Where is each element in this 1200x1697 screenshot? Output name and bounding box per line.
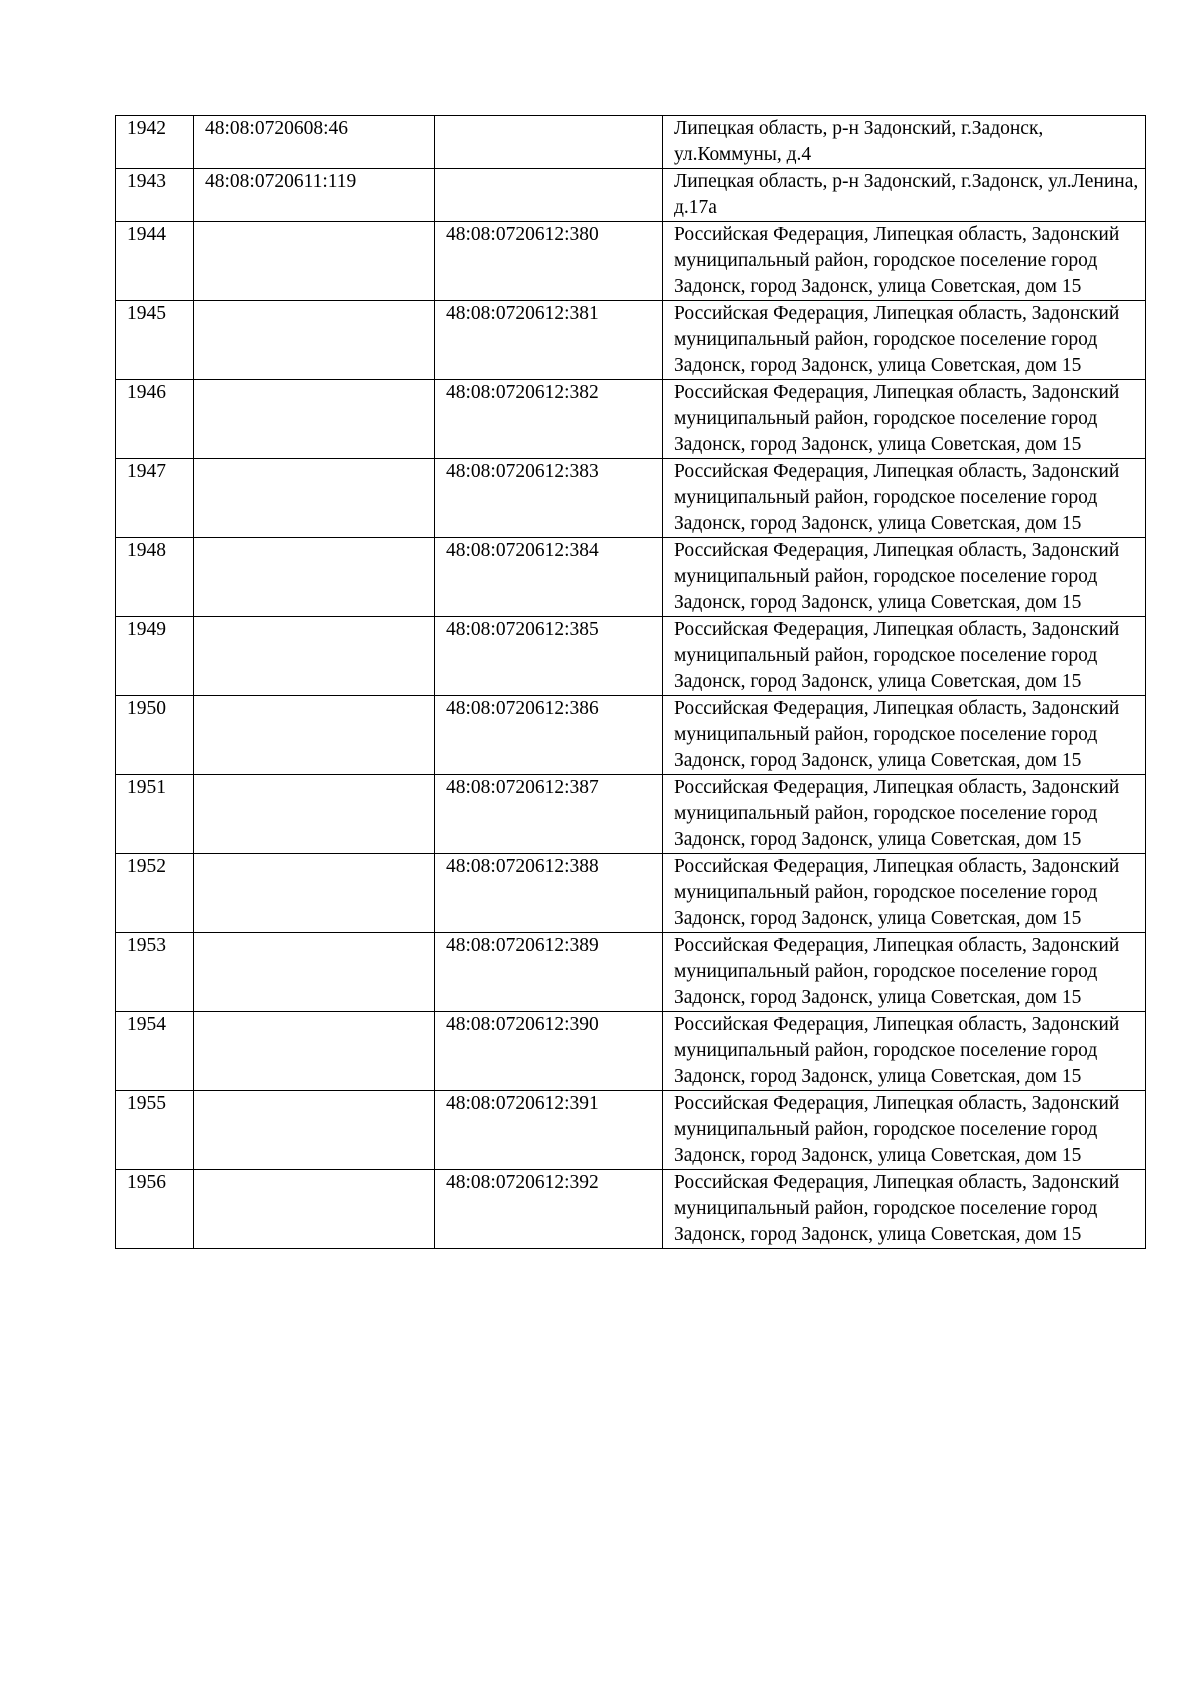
row-number: 1943 bbox=[116, 169, 194, 222]
table-row bbox=[116, 222, 1146, 301]
cadastral-number bbox=[194, 775, 435, 854]
address: Российская Федерация, Липецкая область, Задонский муниципальный район, городское поселение город Задонск, город Задонск, улица Советская, дом 15 bbox=[663, 538, 1146, 617]
object-cadastral-number: 48:08:0720612:383 bbox=[435, 459, 663, 538]
row-number: 1942 bbox=[116, 116, 194, 169]
table-row bbox=[116, 854, 1146, 933]
object-cadastral-number: 48:08:0720612:385 bbox=[435, 617, 663, 696]
table-row bbox=[116, 696, 1146, 775]
table-row bbox=[116, 933, 1146, 1012]
cadastral-number bbox=[194, 854, 435, 933]
address: Российская Федерация, Липецкая область, Задонский муниципальный район, городское поселение город Задонск, город Задонск, улица Советская, дом 15 bbox=[663, 933, 1146, 1012]
address: Российская Федерация, Липецкая область, Задонский муниципальный район, городское поселение город Задонск, город Задонск, улица Советская, дом 15 bbox=[663, 617, 1146, 696]
cadastral-number bbox=[194, 380, 435, 459]
row-number: 1951 bbox=[116, 775, 194, 854]
table-row bbox=[116, 301, 1146, 380]
row-number: 1946 bbox=[116, 380, 194, 459]
address: Российская Федерация, Липецкая область, Задонский муниципальный район, городское поселение город Задонск, город Задонск, улица Советская, дом 15 bbox=[663, 775, 1146, 854]
cadastral-number bbox=[194, 301, 435, 380]
row-number: 1944 bbox=[116, 222, 194, 301]
object-cadastral-number: 48:08:0720612:392 bbox=[435, 1170, 663, 1249]
table-row bbox=[116, 775, 1146, 854]
table-row bbox=[116, 459, 1146, 538]
row-number: 1949 bbox=[116, 617, 194, 696]
row-number: 1954 bbox=[116, 1012, 194, 1091]
cadastral-number bbox=[194, 696, 435, 775]
cadastral-number: 48:08:0720608:46 bbox=[194, 116, 435, 169]
address: Липецкая область, р-н Задонский, г.Задонск, ул.Коммуны, д.4 bbox=[663, 116, 1146, 169]
object-cadastral-number: 48:08:0720612:390 bbox=[435, 1012, 663, 1091]
address: Российская Федерация, Липецкая область, Задонский муниципальный район, городское поселение город Задонск, город Задонск, улица Советская, дом 15 bbox=[663, 696, 1146, 775]
object-cadastral-number: 48:08:0720612:388 bbox=[435, 854, 663, 933]
address: Российская Федерация, Липецкая область, Задонский муниципальный район, городское поселение город Задонск, город Задонск, улица Советская, дом 15 bbox=[663, 1170, 1146, 1249]
cadastral-number bbox=[194, 1091, 435, 1170]
address: Российская Федерация, Липецкая область, Задонский муниципальный район, городское поселение город Задонск, город Задонск, улица Советская, дом 15 bbox=[663, 1012, 1146, 1091]
object-cadastral-number: 48:08:0720612:386 bbox=[435, 696, 663, 775]
object-cadastral-number: 48:08:0720612:387 bbox=[435, 775, 663, 854]
address: Российская Федерация, Липецкая область, Задонский муниципальный район, городское поселение город Задонск, город Задонск, улица Советская, дом 15 bbox=[663, 854, 1146, 933]
address: Российская Федерация, Липецкая область, Задонский муниципальный район, городское поселение город Задонск, город Задонск, улица Советская, дом 15 bbox=[663, 380, 1146, 459]
row-number: 1952 bbox=[116, 854, 194, 933]
row-number: 1953 bbox=[116, 933, 194, 1012]
cadastral-number: 48:08:0720611:119 bbox=[194, 169, 435, 222]
table-row bbox=[116, 538, 1146, 617]
table-row bbox=[116, 617, 1146, 696]
table-row bbox=[116, 1091, 1146, 1170]
row-number: 1948 bbox=[116, 538, 194, 617]
registry-table bbox=[115, 115, 1146, 1249]
table-row bbox=[116, 1170, 1146, 1249]
cadastral-number bbox=[194, 1012, 435, 1091]
cadastral-number bbox=[194, 617, 435, 696]
object-cadastral-number: 48:08:0720612:382 bbox=[435, 380, 663, 459]
cadastral-number bbox=[194, 933, 435, 1012]
row-number: 1947 bbox=[116, 459, 194, 538]
cadastral-number bbox=[194, 459, 435, 538]
row-number: 1956 bbox=[116, 1170, 194, 1249]
object-cadastral-number: 48:08:0720612:389 bbox=[435, 933, 663, 1012]
cadastral-number bbox=[194, 222, 435, 301]
row-number: 1945 bbox=[116, 301, 194, 380]
row-number: 1955 bbox=[116, 1091, 194, 1170]
table-row bbox=[116, 1012, 1146, 1091]
object-cadastral-number bbox=[435, 116, 663, 169]
table-row bbox=[116, 380, 1146, 459]
cadastral-number bbox=[194, 1170, 435, 1249]
address: Российская Федерация, Липецкая область, Задонский муниципальный район, городское поселение город Задонск, город Задонск, улица Советская, дом 15 bbox=[663, 222, 1146, 301]
address: Российская Федерация, Липецкая область, Задонский муниципальный район, городское поселение город Задонск, город Задонск, улица Советская, дом 15 bbox=[663, 1091, 1146, 1170]
object-cadastral-number: 48:08:0720612:384 bbox=[435, 538, 663, 617]
table-row bbox=[116, 169, 1146, 222]
address: Липецкая область, р-н Задонский, г.Задонск, ул.Ленина, д.17а bbox=[663, 169, 1146, 222]
object-cadastral-number: 48:08:0720612:381 bbox=[435, 301, 663, 380]
cadastral-number bbox=[194, 538, 435, 617]
row-number: 1950 bbox=[116, 696, 194, 775]
address: Российская Федерация, Липецкая область, Задонский муниципальный район, городское поселение город Задонск, город Задонск, улица Советская, дом 15 bbox=[663, 459, 1146, 538]
object-cadastral-number: 48:08:0720612:391 bbox=[435, 1091, 663, 1170]
object-cadastral-number: 48:08:0720612:380 bbox=[435, 222, 663, 301]
object-cadastral-number bbox=[435, 169, 663, 222]
table-row bbox=[116, 116, 1146, 169]
address: Российская Федерация, Липецкая область, Задонский муниципальный район, городское поселение город Задонск, город Задонск, улица Советская, дом 15 bbox=[663, 301, 1146, 380]
